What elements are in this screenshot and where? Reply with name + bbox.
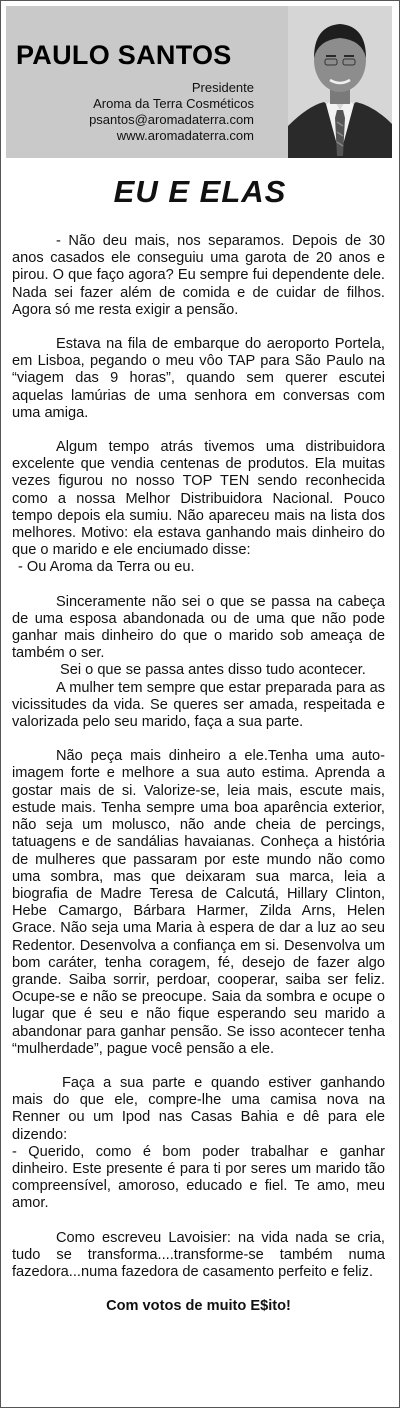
author-email: psantos@aromadaterra.com xyxy=(89,112,254,127)
author-name: PAULO SANTOS xyxy=(16,40,232,70)
author-role: Presidente xyxy=(191,80,254,95)
paragraph: Algum tempo atrás tivemos uma distribuidora excelente que vendia centenas de produtos. Ela muitas vezes figurou no nosso TOP TEN sendo reconhecida como a nossa Melhor Distribuidora Nacional. Pouco tempo depois ela sumiu. Não apareceu mais na lista dos melhores. Motivo: ela estava ganhando mais dinheiro do que o marido e ele enciumado disse: xyxy=(12,439,385,559)
paragraph: Faça a sua parte e quando estiver ganhando mais do que ele, compre-lhe uma camisa nova na Renner ou um Ipod nas Casas Bahia e dê para ele dizendo: xyxy=(12,1074,385,1143)
article-title: EU E ELAS xyxy=(113,174,287,209)
paragraph: - Não deu mais, nos separamos. Depois de 30 anos casados ele conseguiu uma garota de 20 anos e pirou. O que faço agora? Eu sempre fui dependente dele. Nada sei fazer além de comida e de cuidar de filhos. Agora só me resta exigir a pensão. xyxy=(12,233,385,318)
paragraph: Sei o que se passa antes disso tudo acontecer. xyxy=(60,662,366,679)
article-body xyxy=(12,233,385,1332)
paragraph: Estava na fila de embarque do aeroporto Portela, em Lisboa, pegando o meu vôo TAP para São Paulo na “viagem das 9 horas”, quando sem querer escutei aquelas lamúrias de uma senhora em conversas com uma amiga. xyxy=(12,336,385,421)
signoff: Com votos de muito E$ito! xyxy=(106,1298,291,1315)
paragraph-quote: - Querido, como é bom poder trabalhar e ganhar dinheiro. Este presente é para ti por seres um marido tão compreensível, amoroso, educado e fiel. Te amo, meu amor. xyxy=(12,1143,385,1212)
author-details xyxy=(89,80,254,144)
paragraph-quote: - Ou Aroma da Terra ou eu. xyxy=(18,559,195,576)
author-website: www.aromadaterra.com xyxy=(116,128,254,143)
paragraph: Sinceramente não sei o que se passa na cabeça de uma esposa abandonada ou de uma que não pode ganhar mais dinheiro do que o marido sob ameaça de também o ser. xyxy=(12,593,385,662)
paragraph: Não peça mais dinheiro a ele.Tenha uma auto-imagem forte e melhore a sua auto estima. Aprenda a gostar mais de si. Valorize-se, leia mais, escute mais, estude mais. Tenha sempre uma boa aparência exterior, não seja um molusco, não ande cheia de percings, tatuagens e de sandálias havaianas. Conheça a história de mulheres que passaram por este mundo não como uma sombra, mas que deixaram sua marca, leia a biografia de Madre Teresa de Calcutá, Hillary Clinton, Hebe Camargo, Bárbara Harmer, Zilda Arns, Helen Grace. Não seja uma Maria à espera de dar a luz ao seu Redentor. Desenvolva a confiança em si. Desenvolva um bom caráter, tenha coragem, fé, desejo de fazer algo grande. Saiba sorrir, perdoar, cooperar, saiba ser feliz. Ocupe-se e não se preocupe. Saia da sombra e ocupe o lugar que é seu e não fique esperando seu marido a abandonar para ganhar pensão. Se isso acontecer tenha “mulherdade”, pague você pensão a ele. xyxy=(12,748,385,1057)
author-portrait-image xyxy=(288,6,392,158)
author-company: Aroma da Terra Cosméticos xyxy=(93,96,254,111)
paragraph: Como escreveu Lavoisier: na vida nada se cria, tudo se transforma....transforme-se também numa fazedora...numa fazedora de casamento perfeito e feliz. xyxy=(12,1229,385,1280)
author-header xyxy=(6,6,392,158)
author-photo xyxy=(288,6,392,158)
paragraph: A mulher tem sempre que estar preparada para as vicissitudes da vida. Se queres ser amada, respeitada e valorizada pelo seu marido, faça a sua parte. xyxy=(12,679,385,731)
